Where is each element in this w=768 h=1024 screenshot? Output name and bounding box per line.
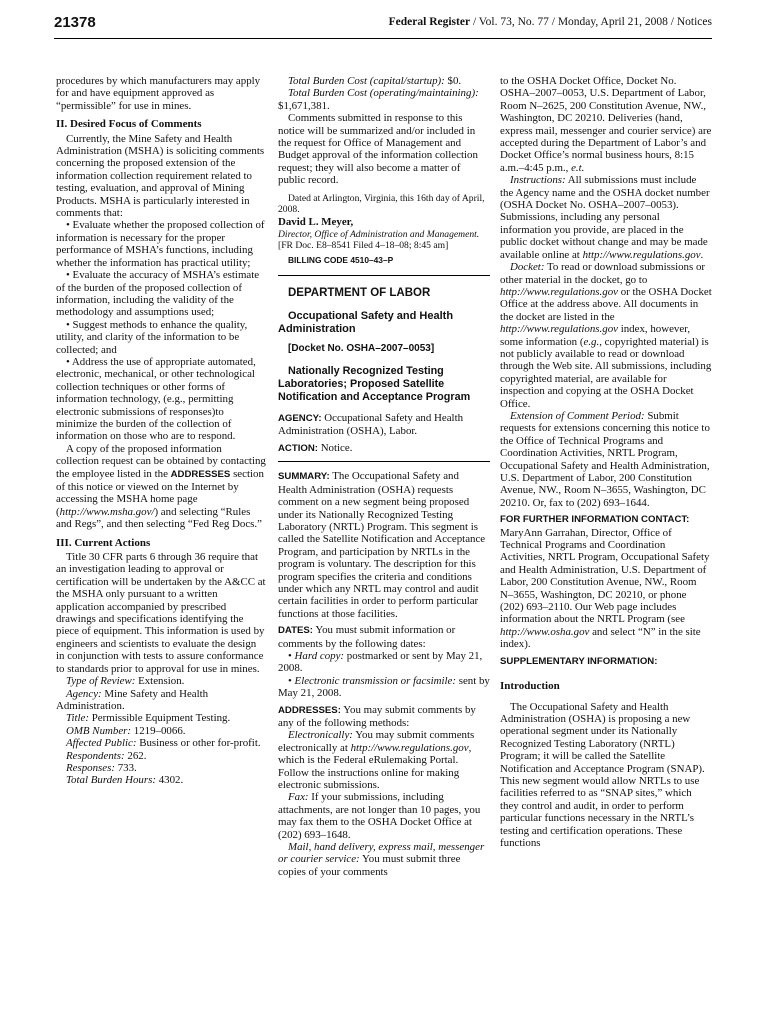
field-label: OMB Number: xyxy=(66,724,132,737)
introduction-paragraph: The Occupational Safety and Health Administration (OSHA) is proposing a new operational segment under its Nationally Recognized Testing Laboratory (NRTL) Program; it will be called the Satellite Notification and Acceptance Program (SNAP). This new segment would allow NRTLs to use facilities referred to as “SNAP sites,” which they control and audit, in order to perform particular functions necessary in the NRTL’s testing and certification operations. These functions xyxy=(500,700,705,849)
signer-title-text: Director, Office of Administration and Management. xyxy=(278,228,480,240)
msha-link[interactable]: http://www.msha.gov/ xyxy=(59,505,155,518)
text-run: , which is the Federal eRulemaking Portal. Follow the instructions online for making electronic submissions. xyxy=(278,741,472,792)
text-run: A copy of the proposed information collection request can be obtained by contacting the employee listed in the xyxy=(56,442,266,480)
field-value: You must submit three copies of your comments xyxy=(278,853,461,878)
respondents xyxy=(56,750,267,762)
fr-doc: [FR Doc. E8–8541 Filed 4–18–08; 8:45 am] xyxy=(278,240,449,252)
signer-title xyxy=(278,229,490,241)
docket-number: [Docket No. OSHA–2007–0053] xyxy=(288,342,435,354)
heading-current-actions: III. Current Actions xyxy=(56,536,151,549)
omb-number xyxy=(56,725,267,737)
field-label: Total Burden Hours: xyxy=(66,774,156,787)
field-value: You must submit information or comments by the following dates: xyxy=(278,624,456,650)
dates-field xyxy=(278,624,490,650)
section-divider xyxy=(278,275,490,276)
mail-paragraph xyxy=(278,841,490,878)
bullet-glyph: • xyxy=(288,649,295,662)
responses xyxy=(56,762,267,774)
signer-name: David L. Meyer, xyxy=(278,216,354,229)
field-value: $1,671,381. xyxy=(278,99,330,112)
field-label: DATES: xyxy=(278,625,313,637)
field-value: Permissible Equipment Testing. xyxy=(89,712,231,725)
burden-cost-capital xyxy=(278,75,490,87)
osha-link[interactable]: http://www.osha.gov xyxy=(500,625,590,638)
page-header xyxy=(54,14,712,39)
field-label: Electronic transmission or facsimile: xyxy=(294,674,456,687)
field-label: SUMMARY: xyxy=(278,471,330,483)
field-label: Mail, hand delivery, express mail, messenger or courier service: xyxy=(278,841,485,866)
summary-field xyxy=(278,470,490,620)
electronically-paragraph xyxy=(278,729,490,791)
bullet-glyph: • xyxy=(288,674,295,687)
supplementary-info-label xyxy=(500,655,712,668)
bullet-item: • Suggest methods to enhance the quality, utility, and clarity of the information to be collected; and xyxy=(56,318,248,356)
field-label: Docket: xyxy=(510,261,545,274)
type-of-review xyxy=(56,675,267,687)
text-run: All submissions must include the Agency name and the OSHA docket number (OSHA Docket No. OSHA–2007–0053). Submissions, including any personal information you provide, are placed in the public docket without change and may be made available online at xyxy=(500,174,710,261)
heading-desired-focus: II. Desired Focus of Comments xyxy=(56,118,202,131)
intro-paragraph: procedures by which manufacturers may apply for and have equipment approved as “permissible” for use in mines. xyxy=(56,75,261,112)
text-run-italic: e.g. xyxy=(583,335,600,348)
summary-divider xyxy=(278,461,490,462)
field-label: Total Burden Cost (operating/maintaining): xyxy=(288,87,479,100)
field-label: Affected Public: xyxy=(66,737,137,750)
addresses-field xyxy=(278,704,490,730)
running-head xyxy=(389,16,712,28)
bullet-item: • Evaluate whether the proposed collection of information is necessary for the proper performance of MSHA’s functions, including whether the information has practical utility; xyxy=(56,219,265,269)
field-value: $0. xyxy=(444,75,462,87)
action-field xyxy=(278,442,490,455)
running-head-publication: Federal Register xyxy=(388,16,471,28)
field-value: postmarked or sent by May 21, 2008. xyxy=(278,649,483,675)
affected-public xyxy=(56,737,267,749)
total-burden-hours xyxy=(56,774,267,786)
field-label: AGENCY: xyxy=(278,413,322,425)
text-run: to the OSHA Docket Office, Docket No. OSHA–2007–0053, U.S. Department of Labor, Room N–2625, 200 Constitution Avenue, NW., Washington, DC 20210. Deliveries (hand, express mail, messenger and courier service) are accepted during the Department of Labor’s and Docket Office’s normal business hours, 8:15 a.m.–4:45 p.m., xyxy=(500,75,712,174)
field-value: Business or other for-profit. xyxy=(136,737,261,750)
field-label: Electronically: xyxy=(288,729,353,742)
dated-line: Dated at Arlington, Virginia, this 16th day of April, 2008. xyxy=(278,192,485,216)
field-value: Occupational Safety and Health Administration (OSHA), Labor. xyxy=(278,412,464,438)
text-run: and select “N” in the site index). xyxy=(500,625,701,651)
bullet-item: • Address the use of appropriate automated, electronic, mechanical, or other technological collection techniques or other forms of information technology, (e.g., permitting electronic submissions of responses)to minimize the burden of the collection of information on those who are to respond. xyxy=(56,355,256,443)
field-label: ACTION: xyxy=(278,442,318,454)
regulations-link[interactable]: http://www.regulations.gov xyxy=(500,323,618,336)
heading-introduction: Introduction xyxy=(500,680,560,693)
agency-field xyxy=(278,412,490,438)
text-run: , copyrighted material) is not publicly available to read or download through the Web site. All submissions, including copyrighted material, are available for inspection and copying at the OSHA Docket Office. xyxy=(500,335,712,410)
regulations-link[interactable]: http://www.regulations.gov xyxy=(500,285,618,298)
field-label: ADDRESSES: xyxy=(278,704,341,716)
field-value: 1219–0066. xyxy=(131,724,186,737)
field-label: Responses: xyxy=(66,761,115,774)
bullet-electronic xyxy=(278,675,490,700)
field-label: Total Burden Cost (capital/startup): xyxy=(288,75,445,87)
field-label: Respondents: xyxy=(66,749,125,762)
burden-cost-operating xyxy=(278,87,490,112)
text-run: . xyxy=(700,248,704,261)
agency-line xyxy=(56,688,267,713)
text-run-italic: e.t. xyxy=(571,161,585,174)
text-run: ) and selecting “Rules and Regs”, and then selecting “Fed Reg Docs.” xyxy=(56,505,262,531)
field-value: 4302. xyxy=(155,774,184,787)
title30-paragraph: Title 30 CFR parts 6 through 36 require that an investigation leading to approval or certification will be undertaken by the A&CC at the MSHA only pursuant to a written application accompanied by prescribed drawings and specifications identifying the piece of equipment. This information is used by engineers and scientists to evaluate the design in conjunction with tests to assure conformance to standards prior to approval for use in mines. xyxy=(56,551,266,675)
field-value: 733. xyxy=(115,761,137,774)
field-label: SUPPLEMENTARY INFORMATION: xyxy=(500,655,658,667)
column-3 xyxy=(500,75,712,849)
running-head-issue: / Vol. 73, No. 77 / Monday, April 21, 2008 / Notices xyxy=(470,16,712,28)
text-run: or the OSHA Docket Office at the address above. All documents in the docket are listed in the xyxy=(500,285,712,323)
text-run: index, however, some information ( xyxy=(500,323,691,348)
field-value: Submit requests for extensions concerning this notice to the Office of Technical Programs and Coordination Activities, NRTL Program, Occupational Safety and Health Administration, U.S. Department of Labor, 200 Constitution Avenue, NW., Room N–3655, Washington, DC 20210. Or, fax to (202) 693–1644. xyxy=(500,409,710,509)
column-2 xyxy=(278,75,490,878)
page-number: 21378 xyxy=(54,14,96,31)
bullet-hard-copy xyxy=(278,650,490,675)
field-label: Agency: xyxy=(66,687,102,700)
field-value: 262. xyxy=(124,749,147,762)
text-run: You may submit comments electronically at xyxy=(278,729,475,754)
regulations-link[interactable]: http://www.regulations.gov xyxy=(582,248,701,261)
regulations-link[interactable]: http://www.regulations.gov xyxy=(350,741,469,754)
field-value: sent by May 21, 2008. xyxy=(278,674,490,700)
field-label: FOR FURTHER INFORMATION CONTACT: xyxy=(500,514,690,526)
msha-paragraph: Currently, the Mine Safety and Health Administration (MSHA) is soliciting comments concerning the proposed extension of the information collection requirement related to testing, evaluation, and approval of Mining Products. MSHA is particularly interested in comments that: xyxy=(56,132,265,220)
extension-paragraph xyxy=(500,410,712,509)
field-value: If your submissions, including attachments, are not longer than 10 pages, you may fax them to the OSHA Docket Office at (202) 693–1648. xyxy=(278,791,481,841)
field-label: Title: xyxy=(66,712,89,725)
field-value: The Occupational Safety and Health Administration (OSHA) requests comment on a new segment being proposed under its Nationally Recognized Testing Laboratory (NRTL) Program. This segment is called the Satellite Notification and Acceptance Program, and participation by NRTLs in the program is voluntary. The description for this program specifies the criteria and conditions under which any NRTL may control and audit certain facilities in order to perform particular functions at those facilities. xyxy=(278,470,486,620)
title-line xyxy=(56,712,267,724)
docket-paragraph xyxy=(500,261,712,410)
addresses-reference: ADDRESSES xyxy=(170,468,231,480)
field-value: You may submit comments by any of the following methods: xyxy=(278,703,476,729)
instructions-paragraph xyxy=(500,174,712,261)
text-run: To read or download submissions or other material in the docket, go to xyxy=(500,261,706,286)
field-label: Instructions: xyxy=(510,174,566,187)
field-label: Extension of Comment Period: xyxy=(510,409,645,422)
text-run: MaryAnn Garrahan, Director, Office of Technical Programs and Coordination Activities, NRTL Program, Occupational Safety and Health Administration, U.S. Department of Labor, 200 Constitution Avenue, NW., Room N–3655, Washington, DC 20210, or phone (202) 693–2110. Our Web page includes information about the NRTL Program (see xyxy=(500,526,710,626)
column-1 xyxy=(56,75,267,787)
field-value: Extension. xyxy=(135,675,185,688)
docket-office-paragraph xyxy=(500,75,712,174)
field-value: Mine Safety and Health Administration. xyxy=(56,687,209,712)
fax-paragraph xyxy=(278,791,490,841)
agency-heading: Occupational Safety and Health Administration xyxy=(278,309,454,336)
further-info-field xyxy=(500,513,712,650)
document-title: Nationally Recognized Testing Laboratories; Proposed Satellite Notification and Acceptance Program xyxy=(278,365,471,404)
text-run: section of this notice or viewed on the Internet by accessing the MSHA home page ( xyxy=(56,467,264,518)
field-value: Notice. xyxy=(317,441,353,454)
department-heading: DEPARTMENT OF LABOR xyxy=(288,286,431,299)
comments-paragraph: Comments submitted in response to this notice will be summarized and/or included in the request for Office of Management and Budget approval of the information collection request; they will also become a matter of public record. xyxy=(278,112,478,187)
bullet-item: • Evaluate the accuracy of MSHA’s estimate of the burden of the proposed collection of information, including the validity of the methodology and assumptions used; xyxy=(56,269,260,319)
billing-code: BILLING CODE 4510–43–P xyxy=(288,255,394,266)
field-label: Type of Review: xyxy=(66,675,136,688)
copy-paragraph xyxy=(56,443,267,531)
field-label: Fax: xyxy=(288,791,309,804)
field-label: Hard copy: xyxy=(294,649,345,662)
